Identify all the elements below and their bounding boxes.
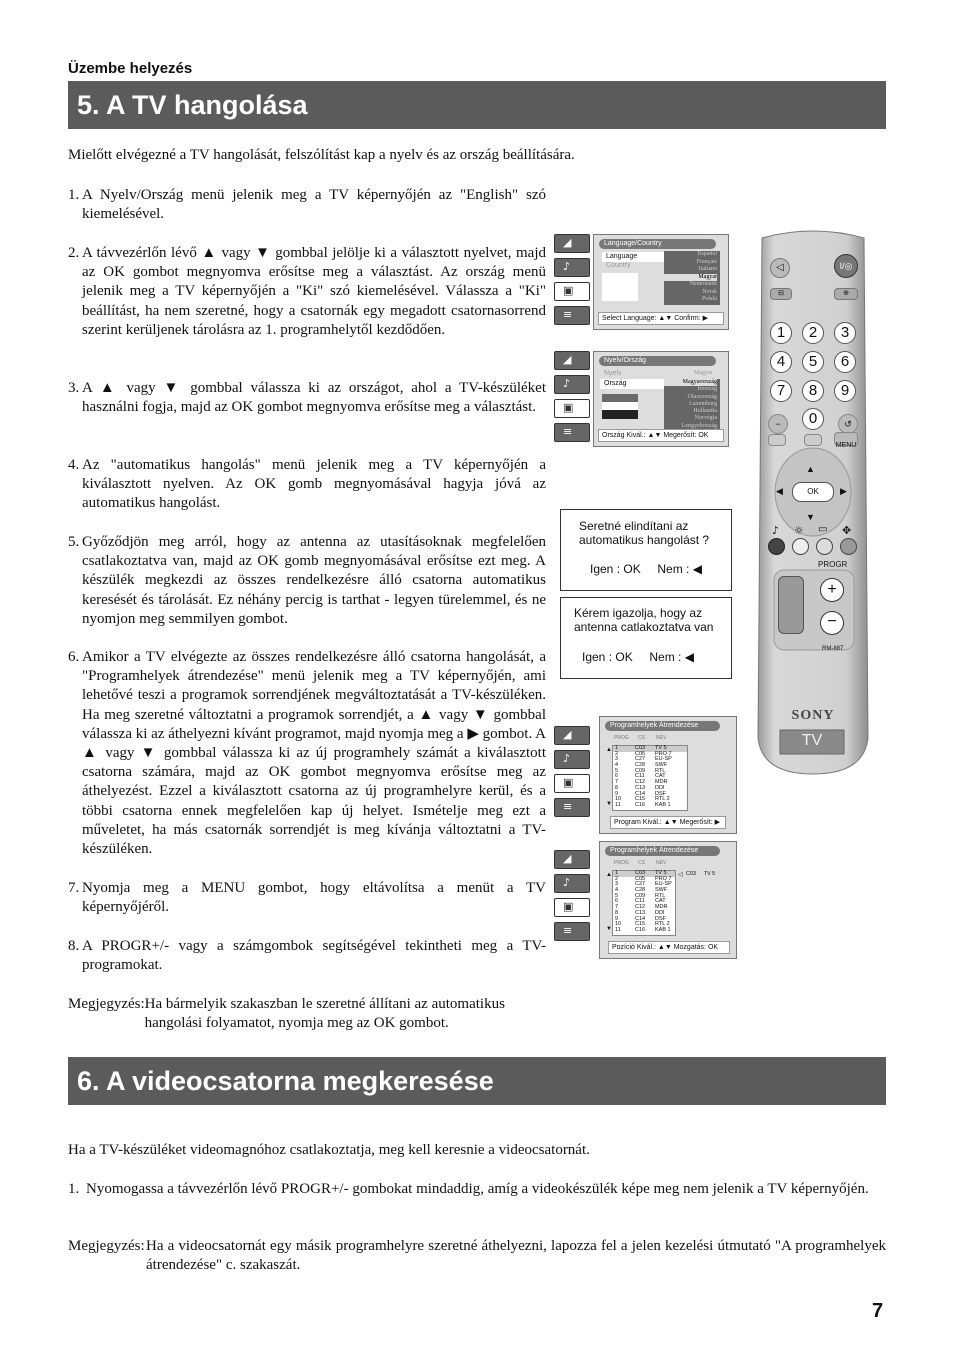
osd-language-country	[593, 234, 729, 330]
osd-title: Nyelv/Ország	[599, 356, 716, 366]
table-cell: C27	[635, 881, 646, 888]
picture-icon: ◢	[554, 234, 590, 253]
menu-label: MENU	[835, 442, 857, 449]
sound-icon: ♪	[554, 258, 590, 277]
mute-icon[interactable]: ◁	[770, 258, 790, 278]
timer-icon: ▣	[554, 774, 590, 793]
return-icon[interactable]: ↺	[838, 414, 858, 434]
osd-title: Programhelyek Átrendezése	[605, 721, 720, 731]
col-header: PROG	[614, 735, 629, 741]
timer-icon: ▣	[554, 282, 590, 301]
col-header: PROG	[614, 860, 629, 866]
table-cell: 2	[615, 750, 619, 757]
blue-button[interactable]	[840, 538, 857, 555]
table-cell: SWF	[655, 762, 668, 769]
table-cell: C14	[635, 790, 646, 797]
teletext-icon[interactable]	[768, 434, 786, 446]
table-cell: 1	[615, 745, 619, 751]
table-cell: C16	[635, 926, 646, 933]
table-cell: 11	[615, 801, 621, 808]
section-5-note	[68, 995, 546, 1033]
green-button[interactable]	[792, 538, 809, 555]
digit-button-0[interactable]: 0	[802, 408, 824, 430]
step-3: 3. A ▲ vagy ▼ gombbal válassza ki az országot, ahol a TV-készüléket használni fogja, majd az OK gombot megnyomva erősítse meg a választást.	[68, 380, 546, 416]
ok-label: OK	[807, 487, 819, 496]
step-text: Nyomogassa a távvezérlőn lévő PROGR+/- gombokat mindaddig, amíg a videokészülék képe meg nem jelenik a TV képernyőjén.	[86, 1181, 869, 1197]
sound-icon: ♪	[554, 750, 590, 769]
sound-icon: ♪	[554, 874, 590, 893]
table-cell: 4	[615, 762, 619, 769]
table-cell: 10	[615, 921, 622, 928]
left-arrow-icon[interactable]: ◀	[776, 486, 783, 496]
table-cell: TV 5	[655, 745, 667, 751]
list-item: Norsk	[702, 288, 717, 295]
up-arrow-icon: ▲	[606, 872, 612, 878]
table-cell: SWF	[655, 887, 668, 894]
osd-item: Language	[602, 252, 666, 262]
minus-digit-icon[interactable]: −	[768, 414, 788, 434]
table-cell: 11	[615, 926, 621, 933]
table-cell: C15	[635, 796, 646, 803]
screen-mode-icon: ▭	[818, 524, 828, 535]
info-icon[interactable]	[804, 434, 822, 446]
step-1: 1. A Nyelv/Ország menü jelenik meg a TV képernyőjén az "English" szó kiemelésével.	[68, 187, 546, 223]
down-arrow-icon[interactable]: ▼	[806, 512, 815, 522]
table-cell: C27	[635, 756, 646, 763]
osd-value: Magyar	[694, 370, 713, 376]
dialog-line: antenna catlakoztatva van	[574, 620, 714, 634]
table-cell: C14	[635, 915, 646, 922]
table-cell: 1	[615, 870, 619, 876]
remote-control	[754, 228, 872, 776]
table-cell: C11	[635, 898, 645, 905]
display-icon[interactable]: ⊟	[770, 288, 792, 300]
dialog-line: Kérem igazolja, hogy az	[574, 606, 703, 620]
table-cell: 9	[615, 915, 619, 922]
table-cell: PRO 7	[655, 875, 672, 882]
col-header: CS	[638, 735, 645, 741]
flag-stripe	[602, 394, 638, 402]
col-header: NÉV	[656, 735, 667, 741]
table-cell: C11	[635, 773, 645, 780]
table-cell: 8	[615, 784, 619, 791]
menu-icon-strip	[554, 726, 588, 822]
table-cell: 6	[615, 898, 619, 905]
options-icon: ✥	[842, 524, 852, 537]
list-item: Hollandia	[693, 408, 717, 415]
note-text: Ha bármelyik szakaszban le szeretné állítani az automatikus hangolási folyamatot, nyomja meg az OK gombot.	[144, 996, 505, 1032]
digit-button-1[interactable]: 1	[770, 322, 792, 344]
sound-mode-icon: ♪	[772, 524, 780, 537]
table-cell: C28	[635, 887, 646, 894]
osd-footer: Program Kivál.: ▲▼ Megerősít: ▶	[610, 816, 726, 829]
section-6-step-1	[68, 1180, 886, 1199]
osd-title: Language/Country	[599, 239, 716, 249]
osd-footer: Pozíció Kivál.: ▲▼ Mozgatás: OK	[608, 941, 730, 954]
section-6-intro: Ha a TV-készüléket videomagnóhoz csatlakoztatja, meg kell keresnie a videocsatornát.	[68, 1142, 590, 1158]
table-cell: RTL	[655, 767, 666, 774]
picture-mode-icon: ☼	[794, 524, 804, 537]
section-label: Üzembe helyezés	[68, 60, 193, 77]
note-label: Megjegyzés:	[68, 1238, 145, 1254]
list-item-selected: Magyar	[664, 274, 717, 282]
down-arrow-icon: ▼	[606, 926, 612, 932]
list-item: Italiano	[698, 266, 717, 272]
table-cell: EU-SP	[655, 881, 672, 888]
table-cell: 2	[615, 875, 619, 882]
osd-program-move	[599, 841, 737, 959]
table-cell: 5	[615, 767, 619, 774]
step-number: 1.	[68, 1181, 80, 1197]
step-6: 6. Amikor a TV elvégezte az összes rendelkezésre álló csatorna hangolását, a "Programhelyek átrendezése" menü jelenik meg a TV képernyőjén, ami lehetővé teszi a programok sorrendjének megváltoztatását a TV-készüléken. Ha meg szeretné változtatni a programok sorrendjét, a ▲ vagy ▼ gombbal válassza ki az áthelyezni kívánt programot, majd nyomja meg a ▶ gombot. A ▲ vagy ▼ gombbal válassza ki az új programhely számát a kiválasztott csatorna számára, majd az OK gombot megnyomva erősítse meg az áthelyezést. Ezzel a kiválasztott csatorna az új programhelyre kerül, és a többi csatorna ennek megfelelően kap új helyet. Ismételje meg ezt a műveletet, ha más csatornák sorrendjét is meg kívánja változtatni a TV-készüléken.	[68, 649, 546, 858]
yellow-button[interactable]	[816, 538, 833, 555]
setup-icon: ≡	[554, 306, 590, 325]
step-8: 8. A PROGR+/- vagy a számgombok segítségével tekintheti meg a TV-programokat.	[68, 938, 546, 974]
digit-button-5[interactable]: 5	[802, 351, 824, 373]
flag-stripe	[602, 410, 638, 419]
table-cell: C05	[635, 750, 646, 757]
table-cell: RTL	[655, 892, 666, 899]
progr-minus-icon[interactable]: −	[820, 611, 844, 635]
auto-tune-dialog	[560, 509, 732, 591]
timer-icon: ▣	[554, 898, 590, 917]
table-cell: 4	[615, 887, 619, 894]
table-cell: DSF	[655, 915, 666, 922]
setup-icon: ≡	[554, 798, 590, 817]
page-number: 7	[872, 1300, 884, 1322]
note-text: Ha a videocsatornát egy másik programhelyre szeretné áthelyezni, lapozza fel a jelen kezelési útmutató "A programhelyek átrendezése" c. szakaszát.	[146, 1238, 886, 1274]
osd-preview	[602, 273, 638, 301]
program-table	[612, 870, 676, 936]
table-cell: C12	[635, 779, 646, 786]
digit-button-2[interactable]: 2	[802, 322, 824, 344]
table-cell: MDR	[655, 779, 668, 786]
table-cell: KAB 1	[655, 801, 671, 808]
table-cell: CAT	[655, 898, 666, 905]
osd-item: Country	[606, 262, 631, 269]
list-item: Írország	[697, 386, 717, 393]
antenna-dialog	[560, 597, 732, 679]
list-item: Olaszország	[687, 393, 717, 400]
table-cell: PRO 7	[655, 750, 672, 757]
table-cell: 3	[615, 756, 619, 763]
col-header: CS	[638, 860, 645, 866]
table-cell: C15	[635, 921, 646, 928]
step-5: 5. Győződjön meg arról, hogy az antenna az utasításoknak megfelelően csatlakoztatva van, majd az OK gomb megnyomásával erősítse ezt meg. A készülék megkezdi az összes rendelkezésre álló csatorna automatikus keresését és tárolását. Ez néhány percig is tarthat - legyen türelemmel, és ne nyomjon meg semmilyen gombot.	[68, 534, 546, 627]
table-cell: 10	[615, 796, 622, 803]
table-cell: 7	[615, 904, 619, 911]
table-cell: KAB 1	[655, 926, 671, 933]
digit-button-9[interactable]: 9	[834, 380, 856, 402]
up-arrow-icon: ▲	[606, 747, 612, 753]
table-row	[613, 928, 675, 934]
digit-button-8[interactable]: 8	[802, 380, 824, 402]
right-arrow-icon[interactable]: ▶	[840, 486, 847, 496]
table-cell: C13	[635, 909, 646, 916]
progr-label: PROGR	[818, 560, 848, 569]
dialog-line: automatikus hangolást ?	[579, 533, 710, 547]
remote-body	[754, 228, 872, 776]
picture-icon: ◢	[554, 850, 590, 869]
left-arrow-icon: ◁	[678, 872, 683, 878]
list-item: Nederlands	[689, 281, 717, 287]
brand-logo: SONY	[791, 708, 835, 723]
osd-item: Nyelv	[604, 370, 622, 377]
picture-icon: ◢	[554, 351, 590, 370]
menu-icon-strip	[554, 234, 588, 330]
table-cell: 6	[615, 773, 619, 780]
list-item-selected: Magyarország	[664, 379, 717, 386]
step-2: 2. A távvezérlőn lévő ▲ vagy ▼ gombbal jelölje ki a választott nyelvet, majd az OK gombot megnyomva erősítse meg a választást. Az ország menü jelenik meg a TV képernyőjén a "Ki" szó kiemelésével. Válassza a "Ki" beállítást, ha nem szeretné, hogy a csatornák egy megadott csatornasorrend szerint kerüljenek tárolásra az 1. programhelytől kezdődően.	[68, 245, 546, 338]
menu-icon-strip	[554, 850, 588, 946]
list-item: Lengyelország	[681, 422, 717, 429]
progr-plus-icon[interactable]: +	[820, 578, 844, 602]
dialog-answer: Igen : OK Nem : ◀	[582, 650, 694, 664]
table-cell: 9	[615, 790, 619, 797]
section-6-note	[68, 1237, 886, 1275]
input-icon[interactable]: ⊕	[834, 288, 858, 300]
setup-icon: ≡	[554, 922, 590, 941]
table-cell: C12	[635, 904, 646, 911]
table-cell: CAT	[655, 773, 666, 780]
table-cell: DSF	[655, 790, 666, 797]
model-label: RM-887	[822, 646, 844, 652]
table-cell: C05	[635, 875, 646, 882]
up-arrow-icon[interactable]: ▲	[806, 464, 815, 474]
step-4: 4. Az "automatikus hangolás" menü jelenik meg a TV képernyőjén a kiválasztott nyelven. Az OK gomb megnyomásával hagyja jóvá az automatikus hangolást.	[68, 457, 546, 512]
digit-button-4[interactable]: 4	[770, 351, 792, 373]
sound-icon: ♪	[554, 375, 590, 394]
section-5-title: 5. A TV hangolása	[68, 81, 886, 129]
menu-icon-strip	[554, 351, 588, 447]
table-cell: 5	[615, 892, 619, 899]
osd-program-sort	[599, 716, 737, 834]
table-cell: TV 5	[655, 870, 667, 876]
list-item: Norvégia	[694, 415, 717, 422]
list-item: Luxemburg	[689, 400, 717, 407]
osd-list	[664, 251, 720, 305]
osd-footer: Ország Kivál.: ▲▼ Megerősít: OK	[598, 429, 724, 442]
moving-program: C03 TV 5	[686, 871, 730, 878]
table-cell: RTL 2	[655, 796, 670, 803]
osd-nyelv-orszag	[593, 351, 729, 447]
digit-button-3[interactable]: 3	[834, 322, 856, 344]
red-button[interactable]	[768, 538, 785, 555]
table-cell: C09	[635, 892, 646, 899]
program-table	[612, 745, 688, 811]
dialog-answer: Igen : OK Nem : ◀	[590, 562, 702, 576]
tv-label: TV	[801, 732, 823, 749]
osd-footer: Select Language: ▲▼ Confirm: ▶	[598, 312, 724, 325]
table-cell: 3	[615, 881, 619, 888]
table-cell: RTL 2	[655, 921, 670, 928]
picture-icon: ◢	[554, 726, 590, 745]
table-cell: DDI	[655, 784, 665, 791]
table-cell: 8	[615, 909, 619, 916]
table-cell: C03	[635, 870, 646, 876]
note-label: Megjegyzés:	[68, 996, 145, 1012]
col-header: NÉV	[656, 860, 667, 866]
section-5-intro: Mielőtt elvégezné a TV hangolását, felszólítást kap a nyelv és az ország beállítására.	[68, 147, 575, 163]
list-item: Español	[697, 251, 717, 257]
digit-button-7[interactable]: 7	[770, 380, 792, 402]
table-cell: MDR	[655, 904, 668, 911]
timer-icon: ▣	[554, 399, 590, 418]
table-cell: C16	[635, 801, 646, 808]
osd-title: Programhelyek Átrendezése	[605, 846, 720, 856]
table-cell: DDI	[655, 909, 665, 916]
table-cell: C28	[635, 762, 646, 769]
osd-item: Ország	[600, 379, 666, 389]
down-arrow-icon: ▼	[606, 801, 612, 807]
section-6-title: 6. A videocsatorna megkeresése	[68, 1057, 886, 1105]
table-cell: C13	[635, 784, 646, 791]
setup-icon: ≡	[554, 423, 590, 442]
flag-stripe	[602, 402, 638, 410]
table-cell: C03	[635, 745, 646, 751]
table-row	[613, 803, 687, 809]
dialog-line: Seretné elindítani az	[579, 519, 689, 533]
osd-list	[664, 379, 720, 431]
step-7: 7. Nyomja meg a MENU gombot, hogy eltávolítsa a menüt a TV képernyőjéről.	[68, 880, 546, 916]
power-icon[interactable]: I/◎	[834, 254, 858, 278]
digit-button-6[interactable]: 6	[834, 351, 856, 373]
volume-rocker[interactable]	[778, 576, 804, 634]
menu-button[interactable]	[834, 432, 858, 449]
table-cell: EU-SP	[655, 756, 672, 763]
list-item: Polski	[701, 296, 717, 302]
table-cell: C09	[635, 767, 646, 774]
ok-button[interactable]	[792, 482, 834, 502]
list-item: Français	[696, 258, 717, 265]
table-cell: 7	[615, 779, 619, 786]
